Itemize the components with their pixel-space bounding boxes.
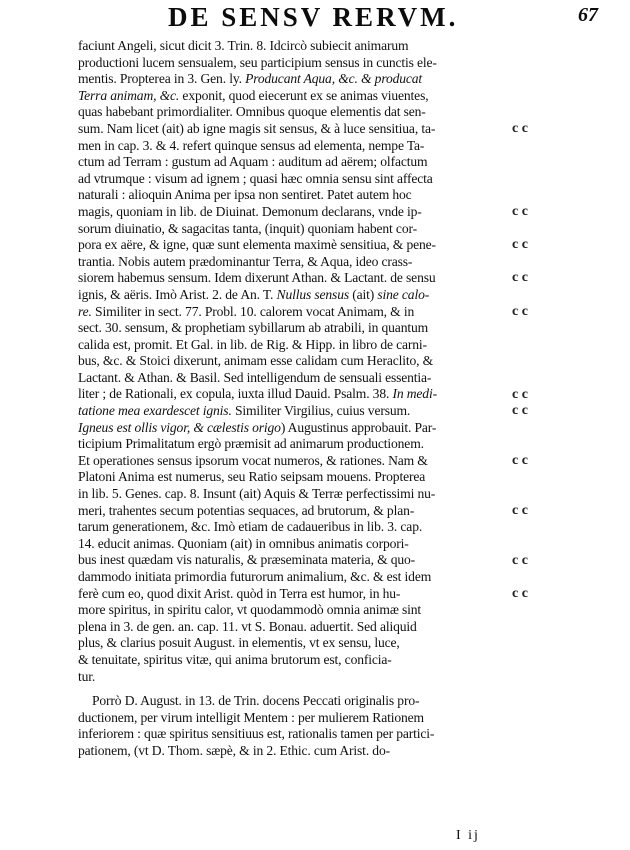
text-run: mentis. Propterea in 3. Gen. ly. xyxy=(78,71,246,87)
text-run: sect. 30. sensum, & prophetiam sybillarum ab atrabili, in quantum xyxy=(78,320,429,336)
text-line xyxy=(78,121,508,138)
text-line xyxy=(78,386,508,403)
text-run: calida est, promit. Et Gal. in lib. de Rig. & Hipp. in libro de carni- xyxy=(78,336,427,352)
text-line xyxy=(78,536,508,553)
text-line xyxy=(78,569,508,586)
text-run: & tenuitate, spiritus vitæ, qui anima brutorum est, conficia- xyxy=(78,651,392,667)
text-run: ductionem, per virum intelligit Mentem : per mulierem Rationem xyxy=(78,709,424,725)
text-run: ferè cum eo, quod dixit Arist. quòd in Terra est humor, in hu- xyxy=(78,585,401,601)
text-line xyxy=(78,221,508,238)
text-run: ticipium Primalitatum ergò præmisit ad animarum productionem. xyxy=(78,436,424,452)
text-line xyxy=(78,726,508,743)
text-run: tarum generationem, &c. Imò etiam de cadaueribus in lib. 3. cap. xyxy=(78,519,423,535)
text-run: bus, &c. & Stoici dixerunt, animam esse calidam cum Heraclito, & xyxy=(78,353,434,369)
italic-run: In medi- xyxy=(392,386,437,402)
text-line xyxy=(78,171,508,188)
text-line xyxy=(78,237,508,254)
text-line xyxy=(78,619,508,636)
italic-run: sine calo- xyxy=(377,286,430,302)
body-text xyxy=(78,38,508,760)
quotation-mark: c c xyxy=(512,204,528,219)
text-line xyxy=(78,602,508,619)
text-run: Similiter in sect. 77. Probl. 10. calorem vocat Animam, & in xyxy=(91,303,415,319)
text-run: ignis, & aëris. Imò Arist. 2. de An. T. xyxy=(78,286,277,302)
text-run: (ait) xyxy=(348,286,378,302)
text-line xyxy=(78,710,508,727)
text-run: productioni lucem sensualem, seu participium sensus in cunctis ele- xyxy=(78,54,437,70)
quotation-mark: c c xyxy=(512,585,528,601)
quotation-mark: c c xyxy=(512,270,528,286)
text-line xyxy=(78,287,508,304)
text-line xyxy=(78,693,508,710)
text-run: ad vtrumque : visum ad ignem ; quasi hæc omnia sensu sint affecta xyxy=(78,170,433,186)
text-line xyxy=(78,254,508,271)
text-run: pationem, (vt D. Thom. sæpè, & in 2. Ethic. cum Arist. do- xyxy=(78,742,390,758)
text-line xyxy=(78,154,508,171)
text-line xyxy=(78,743,508,760)
text-run: Et operationes sensus ipsorum vocat numeros, & rationes. Nam & xyxy=(78,452,428,468)
text-line xyxy=(78,187,508,204)
text-line xyxy=(78,353,508,370)
text-line xyxy=(78,370,508,387)
text-run: in lib. 5. Genes. cap. 8. Insunt (ait) Aquis & Terræ perfectissimi nu- xyxy=(78,486,436,502)
text-run: faciunt Angeli, sicut dicit 3. Trin. 8. Idcircò subiecit animarum xyxy=(78,38,409,53)
text-run: sorum diuinatio, & sagacitas tanta, (inquit) quoniam habent cor- xyxy=(78,220,417,236)
text-line xyxy=(78,403,508,420)
quotation-mark: c c xyxy=(512,552,528,568)
quotation-mark: c c xyxy=(512,303,528,319)
text-run: Similiter Virgilius, cuius versum. xyxy=(231,403,411,419)
quotation-mark: c c xyxy=(512,121,528,136)
text-line xyxy=(78,486,508,503)
italic-run: Nullus sensus xyxy=(276,286,349,302)
text-run: magis, quoniam in lib. de Diuinat. Demonum declarans, vnde ip- xyxy=(78,203,422,219)
text-run: Lactant. & Athan. & Basil. Sed intelligendum de sensuali essentia- xyxy=(78,369,432,385)
quotation-mark: c c xyxy=(512,403,528,419)
running-title: DE SENSV RERVM. xyxy=(168,2,459,32)
text-run: pora ex aëre, & igne, quæ sunt elementa maximè sensitiua, & pene- xyxy=(78,237,436,253)
text-run: inferiorem : quæ spiritus sensitiuus est, rationalis tamen per partici- xyxy=(78,726,435,742)
text-run: exponit, quod eiecerunt ex se animas viuentes, xyxy=(179,87,429,103)
quotation-mark: c c xyxy=(512,502,528,518)
text-run: naturali : alioquin Anima per ipsa non sentiret. Patet autem hoc xyxy=(78,187,412,203)
italic-run: tatione mea exardescet ignis. xyxy=(78,403,232,419)
text-line xyxy=(78,652,508,669)
text-run: siorem habemus sensum. Idem dixerunt Athan. & Lactant. de sensu xyxy=(78,270,436,286)
quotation-mark: c c xyxy=(512,237,528,253)
text-line xyxy=(78,204,508,221)
text-line xyxy=(78,138,508,155)
text-run: plus, & clarius posuit August. in elementis, vt ex sensu, luce, xyxy=(78,635,400,651)
text-line xyxy=(78,304,508,321)
text-line xyxy=(78,420,508,437)
text-line xyxy=(78,55,508,72)
text-line xyxy=(78,469,508,486)
text-line xyxy=(78,320,508,337)
text-run: Porrò D. August. in 13. de Trin. docens Peccati originalis pro- xyxy=(92,693,420,709)
text-run: quas habebant primordialiter. Omnibus quoque elementis dat sen- xyxy=(78,104,426,120)
text-run: bus inest quædam vis naturalis, & præseminata materia, & quo- xyxy=(78,552,416,568)
text-run: tur. xyxy=(78,668,96,684)
quotation-mark: c c xyxy=(512,453,528,468)
text-line xyxy=(78,88,508,105)
text-line xyxy=(78,453,508,470)
italic-run: re. xyxy=(78,303,92,319)
text-run: trantia. Nobis autem prædominantur Terra, & Aqua, ideo crass- xyxy=(78,253,413,269)
text-run: Platoni Anima est numerus, seu Ratio seipsam mouens. Propterea xyxy=(78,469,426,485)
text-line xyxy=(78,104,508,121)
text-run: 14. educit animas. Quoniam (ait) in omnibus animatis corpori- xyxy=(78,535,409,551)
italic-run: Terra animam, &c. xyxy=(78,87,180,103)
text-line xyxy=(78,503,508,520)
text-line xyxy=(78,38,508,55)
text-line xyxy=(78,436,508,453)
text-line xyxy=(78,337,508,354)
text-run: men in cap. 3. & 4. refert quinque sensus ad elementa, nempe Ta- xyxy=(78,137,425,153)
text-run: more spiritus, in spiritu calor, vt quodammodò omnia animæ sint xyxy=(78,602,422,618)
text-run: plena in 3. de gen. an. cap. 11. vt S. Bonau. aduertit. Sed aliquid xyxy=(78,618,417,634)
text-line xyxy=(78,552,508,569)
signature-mark: I ij xyxy=(456,828,480,843)
text-line xyxy=(78,669,508,686)
text-line xyxy=(78,635,508,652)
text-line xyxy=(78,270,508,287)
text-run: meri, trahentes secum potentias sequaces, ad brutorum, & plan- xyxy=(78,502,415,518)
text-line xyxy=(78,519,508,536)
text-line xyxy=(78,71,508,88)
page-number: 67 xyxy=(578,4,598,26)
text-line xyxy=(78,586,508,603)
text-run: liter ; de Rationali, ex copula, iuxta illud Dauid. Psalm. 38. xyxy=(78,386,393,402)
text-run: sum. Nam licet (ait) ab igne magis sit sensus, & à luce sensitiua, ta- xyxy=(78,120,436,136)
text-run: ) Augustinus approbauit. Par- xyxy=(280,419,437,435)
quotation-mark: c c xyxy=(512,386,528,402)
text-run: dammodo initiata primordia futurorum animalium, &c. & est idem xyxy=(78,569,432,584)
page-header xyxy=(0,2,630,38)
italic-run: Igneus est ollis vigor, & cælestis origo xyxy=(78,419,281,435)
text-run: ctum ad Terram : gustum ad Aquam : auditum ad aërem; olfactum xyxy=(78,154,428,170)
italic-run: Producant Aqua, &c. & producat xyxy=(245,71,423,87)
